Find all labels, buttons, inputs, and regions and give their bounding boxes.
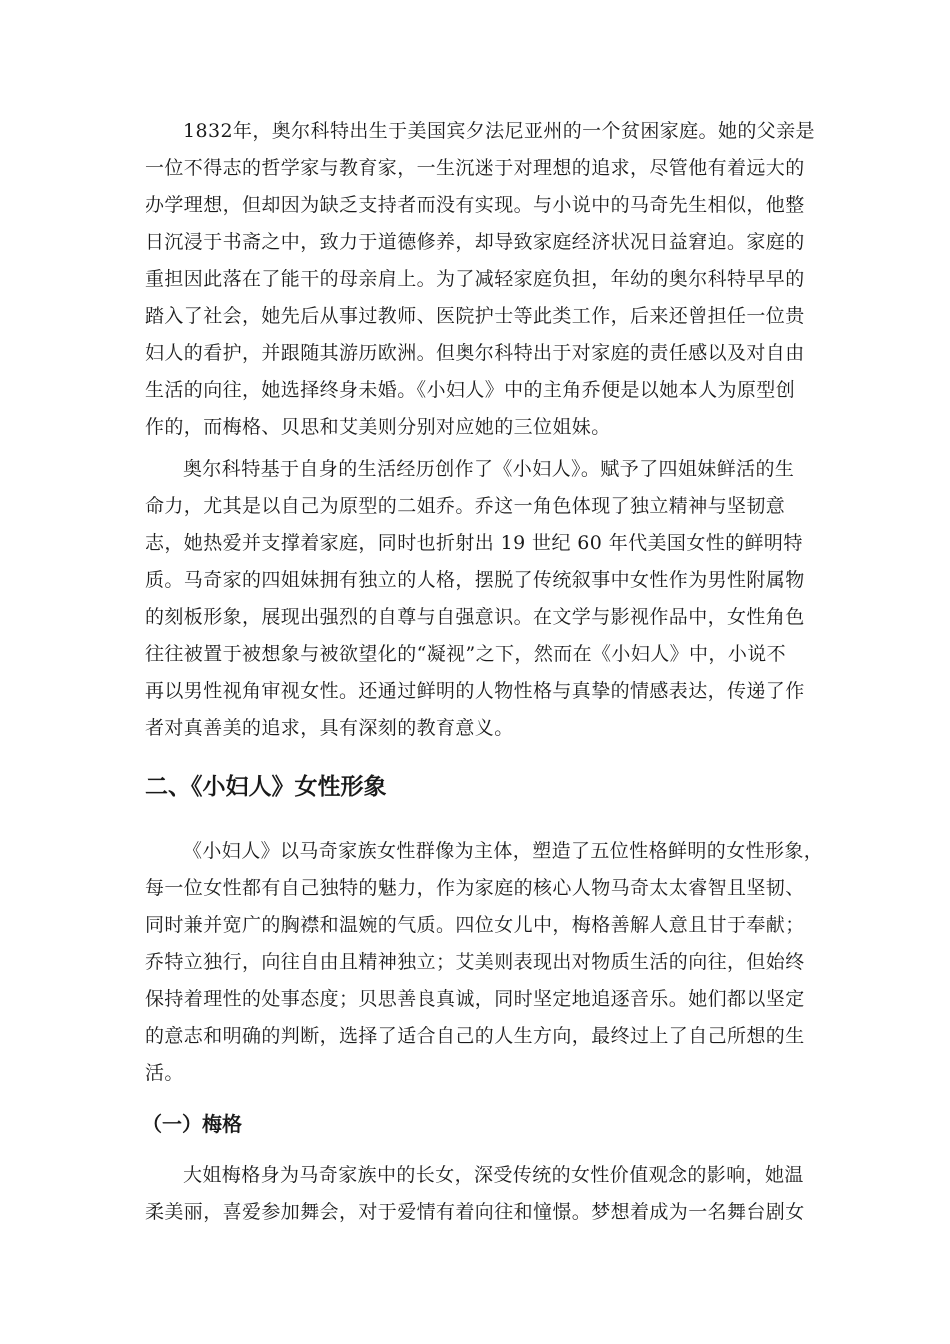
text-line: 生活的向往，她选择终身未婚。《小妇人》中的主角乔便是以她本人为原型创 bbox=[145, 379, 796, 401]
text-line: 《小妇人》以马奇家族女性群像为主体，塑造了五位性格鲜明的女性形象， bbox=[183, 840, 824, 862]
text-line: 踏入了社会，她先后从事过教师、医院护士等此类工作，后来还曾担任一位贵 bbox=[145, 305, 805, 327]
text-line: 再以男性视角审视女性。还通过鲜明的人物性格与真挚的情感表达，传递了作 bbox=[145, 680, 805, 702]
text-line: 作的，而梅格、贝思和艾美则分别对应她的三位姐妹。 bbox=[145, 416, 611, 438]
text-line: 往往被置于被想象与被欲望化的“凝视”之下，然而在《小妇人》中，小说不 bbox=[145, 643, 787, 665]
section-heading: 二、《小妇人》女性形象 bbox=[145, 774, 387, 800]
text-line: 重担因此落在了能干的母亲肩上。为了减轻家庭负担，年幼的奥尔科特早早的 bbox=[145, 268, 805, 290]
text-line: 的刻板形象，展现出强烈的自尊与自强意识。在文学与影视作品中，女性角色 bbox=[145, 606, 805, 628]
text-line: 质。马奇家的四姐妹拥有独立的人格，摆脱了传统叙事中女性作为男性附属物 bbox=[145, 569, 805, 591]
subsection-heading: （一）梅格 bbox=[142, 1112, 242, 1136]
text-line: 者对真善美的追求，具有深刻的教育意义。 bbox=[145, 717, 514, 739]
text-line: 办学理想，但却因为缺乏支持者而没有实现。与小说中的马奇先生相似，他整 bbox=[145, 194, 805, 216]
text-line: 1832年，奥尔科特出生于美国宾夕法尼亚州的一个贫困家庭。她的父亲是 bbox=[183, 120, 815, 142]
text-line: 大姐梅格身为马奇家族中的长女，深受传统的女性价值观念的影响，她温 bbox=[183, 1164, 804, 1186]
text-line: 乔特立独行，向往自由且精神独立；艾美则表现出对物质生活的向往，但始终 bbox=[145, 951, 805, 973]
text-line: 一位不得志的哲学家与教育家，一生沉迷于对理想的追求，尽管他有着远大的 bbox=[145, 157, 805, 179]
text-line: 的意志和明确的判断，选择了适合自己的人生方向，最终过上了自己所想的生 bbox=[145, 1025, 805, 1047]
text-line: 奥尔科特基于自身的生活经历创作了《小妇人》。赋予了四姐妹鲜活的生 bbox=[183, 458, 795, 480]
text-line: 活。 bbox=[145, 1062, 184, 1084]
text-line: 每一位女性都有自己独特的魅力，作为家庭的核心人物马奇太太睿智且坚韧、 bbox=[145, 877, 805, 899]
text-line: 命力，尤其是以自己为原型的二姐乔。乔这一角色体现了独立精神与坚韧意 bbox=[145, 495, 786, 517]
text-line: 保持着理性的处事态度；贝思善良真诚，同时坚定地追逐音乐。她们都以坚定 bbox=[145, 988, 805, 1010]
text-line: 日沉浸于书斋之中，致力于道德修养，却导致家庭经济状况日益窘迫。家庭的 bbox=[145, 231, 805, 253]
text-line: 妇人的看护，并跟随其游历欧洲。但奥尔科特出于对家庭的责任感以及对自由 bbox=[145, 342, 805, 364]
text-line: 志，她热爱并支撑着家庭，同时也折射出 19 世纪 60 年代美国女性的鲜明特 bbox=[145, 532, 803, 554]
text-line: 柔美丽，喜爱参加舞会，对于爱情有着向往和憧憬。梦想着成为一名舞台剧女 bbox=[145, 1201, 805, 1223]
text-line: 同时兼并宽广的胸襟和温婉的气质。四位女儿中，梅格善解人意且甘于奉献； bbox=[145, 914, 805, 936]
